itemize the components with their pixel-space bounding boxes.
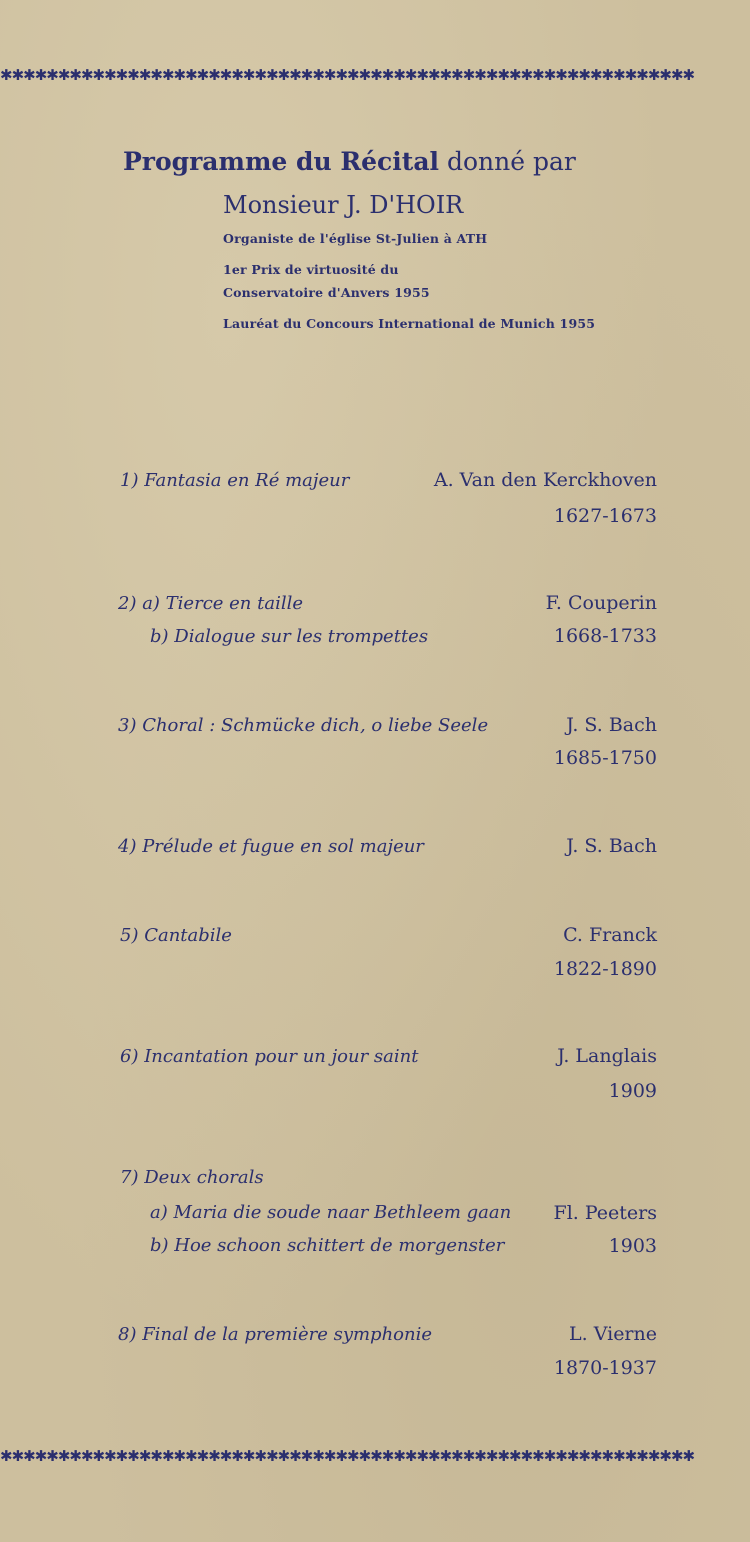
programme-item-4: 4) Prélude et fugue en sol majeur xyxy=(118,836,424,857)
programme-header xyxy=(123,145,683,331)
programme-item-7a: a) Maria die soude naar Bethleem gaan xyxy=(150,1202,512,1223)
composer-1: A. Van den Kerckhoven xyxy=(433,469,657,491)
composer-5: C. Franck xyxy=(563,924,657,946)
dates-3: 1685-1750 xyxy=(553,747,657,769)
composer-7: Fl. Peeters xyxy=(553,1202,657,1224)
composer-8: L. Vierne xyxy=(569,1323,657,1345)
programme-item-2b: b) Dialogue sur les trompettes xyxy=(150,626,429,647)
programme-item-2a: 2) a) Tierce en taille xyxy=(118,593,304,614)
programme-item-8: 8) Final de la première symphonie xyxy=(118,1324,433,1345)
programme-item-3: 3) Choral : Schmücke dich, o liebe Seele xyxy=(118,715,489,736)
dates-6: 1909 xyxy=(608,1080,657,1102)
credit-conservatoire: Conservatoire d'Anvers 1955 xyxy=(223,285,430,300)
programme-item-1: 1) Fantasia en Ré majeur xyxy=(120,470,350,491)
dates-8: 1870-1937 xyxy=(553,1357,657,1379)
composer-2: F. Couperin xyxy=(545,592,657,614)
programme-item-7b: b) Hoe schoon schittert de morgenster xyxy=(150,1235,505,1256)
title-rest: donné par xyxy=(446,147,576,176)
credit-laureate: Lauréat du Concours International de Munich 1955 xyxy=(223,316,596,331)
top-star-border: ✱✱✱✱✱✱✱✱✱✱✱✱✱✱✱✱✱✱✱✱✱✱✱✱✱✱✱✱✱✱✱✱✱✱✱✱✱✱✱✱✱✱✱✱✱✱✱✱✱✱✱✱✱✱✱✱✱✱✱✱ xyxy=(0,66,695,84)
page-title xyxy=(123,145,683,179)
composer-6: J. Langlais xyxy=(557,1045,657,1067)
composer-4: J. S. Bach xyxy=(566,835,657,857)
programme-item-6: 6) Incantation pour un jour saint xyxy=(120,1046,419,1067)
dates-7: 1903 xyxy=(608,1235,657,1257)
credit-organist: Organiste de l'église St-Julien à ATH xyxy=(223,231,488,246)
performer-name: Monsieur J. D'HOIR xyxy=(223,191,464,219)
title-bold: Programme du Récital xyxy=(123,147,440,176)
programme-item-5: 5) Cantabile xyxy=(120,925,232,946)
composer-3: J. S. Bach xyxy=(566,714,657,736)
dates-5: 1822-1890 xyxy=(553,958,657,980)
credit-prize: 1er Prix de virtuosité du xyxy=(223,262,399,277)
dates-2: 1668-1733 xyxy=(553,625,657,647)
programme-item-7: 7) Deux chorals xyxy=(120,1167,264,1188)
dates-1: 1627-1673 xyxy=(553,505,657,527)
bottom-star-border: ✱✱✱✱✱✱✱✱✱✱✱✱✱✱✱✱✱✱✱✱✱✱✱✱✱✱✱✱✱✱✱✱✱✱✱✱✱✱✱✱✱✱✱✱✱✱✱✱✱✱✱✱✱✱✱✱✱✱✱✱ xyxy=(0,1447,695,1465)
